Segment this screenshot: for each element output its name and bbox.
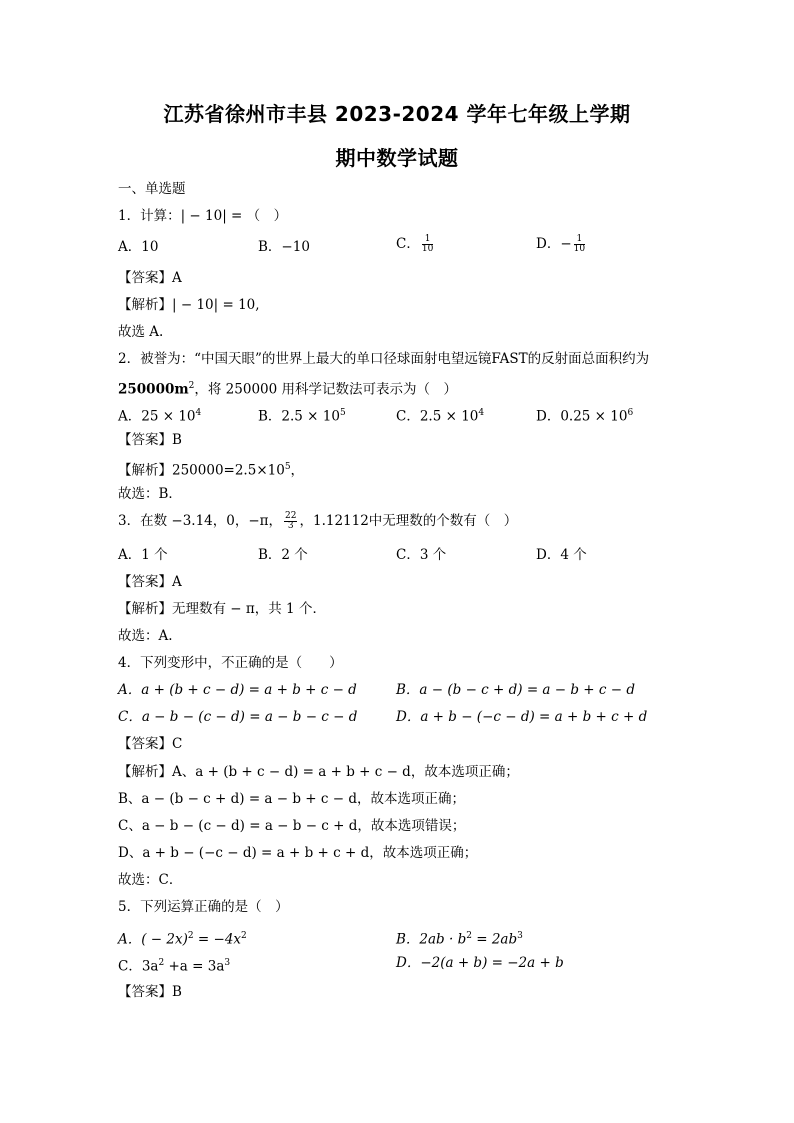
q4-option-d: D．a + b − (−c − d) = a + b + c + d xyxy=(396,709,648,725)
q3-analysis: 【解析】无理数有 − π，共 1 个． xyxy=(118,601,326,617)
q2-option-b-base: B．2.5 × 10 xyxy=(258,408,340,425)
q4-answer: 【答案】C xyxy=(118,736,183,752)
q1-option-d-denominator: 10 xyxy=(573,244,586,254)
q1-option-c-fraction xyxy=(422,235,433,254)
q4-option-b: B．a − (b − c + d) = a − b + c − d xyxy=(396,682,635,698)
q3-stem-fraction xyxy=(284,512,297,531)
q5-option-b xyxy=(396,927,523,949)
q5-option-a xyxy=(118,927,247,949)
q1-option-d-numerator: 1 xyxy=(574,235,585,245)
q3-option-a: A．1 个 xyxy=(118,547,168,563)
q5-option-c-part1: C．3a xyxy=(118,958,159,975)
q2-area-exponent: 2 xyxy=(188,381,195,391)
q2-stem-line2-text: ，将 250000 用科学记数法可表示为（ ） xyxy=(194,381,458,398)
q2-option-d xyxy=(536,404,633,426)
q5-option-c xyxy=(118,954,230,976)
q5-option-b-part1: B．2ab · b xyxy=(396,931,467,948)
q5-option-a-exp1: 2 xyxy=(187,931,194,941)
document-title-line2: 期中数学试题 xyxy=(335,146,459,170)
q3-option-b: B．2 个 xyxy=(258,547,308,563)
q4-analysis-line4: D、a + b − (−c − d) = a + b + c + d，故本选项正确； xyxy=(118,845,478,861)
q2-option-d-exponent: 6 xyxy=(627,408,634,418)
q3-option-c: C．3 个 xyxy=(396,547,447,563)
q2-option-c-exponent: 4 xyxy=(478,408,485,418)
q4-option-c: C．a − b − (c − d) = a − b − c − d xyxy=(118,709,358,725)
q2-option-b-exponent: 5 xyxy=(339,408,346,418)
q5-answer: 【答案】B xyxy=(118,984,182,1000)
q2-analysis xyxy=(118,458,304,480)
q3-stem-end: ，1.12112中无理数的个数有（ ） xyxy=(299,513,518,529)
q5-option-a-part2: = −4x xyxy=(193,931,242,948)
q4-analysis-line3: C、a − b − (c − d) = a − b − c + d，故本选项错误； xyxy=(118,818,466,834)
section-heading: 一、单选题 xyxy=(118,181,186,197)
q1-option-c-denominator: 10 xyxy=(421,244,434,254)
q1-option-d-prefix: D．− xyxy=(536,236,572,252)
q1-conclusion: 故选 A. xyxy=(118,324,164,340)
q2-analysis-text: 【解析】250000=2.5×10 xyxy=(118,462,285,479)
q5-option-b-part2: = 2ab xyxy=(471,931,518,948)
q1-option-d xyxy=(536,235,587,254)
q5-option-a-exp2: 2 xyxy=(241,931,247,941)
q1-stem: 1．计算：| − 10| = （ ） xyxy=(118,208,288,224)
q5-stem: 5．下列运算正确的是（ ） xyxy=(118,899,289,915)
q3-stem-numerator: 22 xyxy=(285,511,297,521)
q1-analysis: 【解析】| − 10| = 10, xyxy=(118,297,260,313)
q4-option-a: A．a + (b + c − d) = a + b + c − d xyxy=(118,682,357,698)
q1-option-c-prefix: C． xyxy=(396,236,420,252)
q4-analysis-line1: 【解析】A、a + (b + c − d) = a + b + c − d，故本选项正确； xyxy=(118,764,519,780)
q5-option-c-part2: +a = 3a xyxy=(164,958,225,975)
q3-stem-denominator: 3 xyxy=(287,521,294,531)
q2-conclusion: 故选：B． xyxy=(118,486,182,502)
q3-stem xyxy=(118,512,517,531)
q2-option-a xyxy=(118,404,201,426)
q2-analysis-exponent: 5 xyxy=(284,462,291,472)
q4-conclusion: 故选：C． xyxy=(118,872,183,888)
q3-answer: 【答案】A xyxy=(118,574,182,590)
q2-answer: 【答案】B xyxy=(118,432,182,448)
q2-option-c-base: C．2.5 × 10 xyxy=(396,408,479,425)
q1-option-c xyxy=(396,235,435,254)
q2-option-c xyxy=(396,404,484,426)
q5-option-a-part1: A．( − 2x) xyxy=(118,931,188,948)
q3-conclusion: 故选：A. xyxy=(118,628,173,644)
q2-analysis-end: ， xyxy=(290,462,305,479)
q1-option-b: B．−10 xyxy=(258,239,310,255)
q5-option-c-exp1: 2 xyxy=(158,958,165,968)
document-title-line1: 江苏省徐州市丰县 2023-2024 学年七年级上学期 xyxy=(163,102,631,126)
q5-option-b-exp1: 2 xyxy=(466,931,472,941)
q2-option-d-base: D．0.25 × 10 xyxy=(536,408,628,425)
q2-option-b xyxy=(258,404,346,426)
q2-stem-line1: 2．被誉为：“中国天眼”的世界上最大的单口径球面射电望远镜FAST的反射面总面积约为 xyxy=(118,351,650,367)
q3-stem-start: 3．在数 −3.14，0，−π， xyxy=(118,513,283,529)
q5-option-c-exp2: 3 xyxy=(224,958,231,968)
q5-option-d: D．−2(a + b) = −2a + b xyxy=(396,955,564,971)
q2-option-a-exponent: 4 xyxy=(195,408,202,418)
q1-option-a: A．10 xyxy=(118,239,159,255)
q1-option-c-numerator: 1 xyxy=(422,235,433,245)
q4-stem: 4．下列变形中，不正确的是（ ） xyxy=(118,655,343,671)
q2-option-a-base: A．25 × 10 xyxy=(118,408,196,425)
q3-option-d: D．4 个 xyxy=(536,547,587,563)
q4-analysis-line2: B、a − (b − c + d) = a − b + c − d，故本选项正确； xyxy=(118,791,465,807)
q2-area-value: 250000m xyxy=(118,381,189,398)
q5-option-b-exp2: 3 xyxy=(517,931,523,941)
q2-stem-line2 xyxy=(118,377,457,399)
q1-option-d-fraction xyxy=(574,235,585,254)
q1-answer: 【答案】A xyxy=(118,270,182,286)
